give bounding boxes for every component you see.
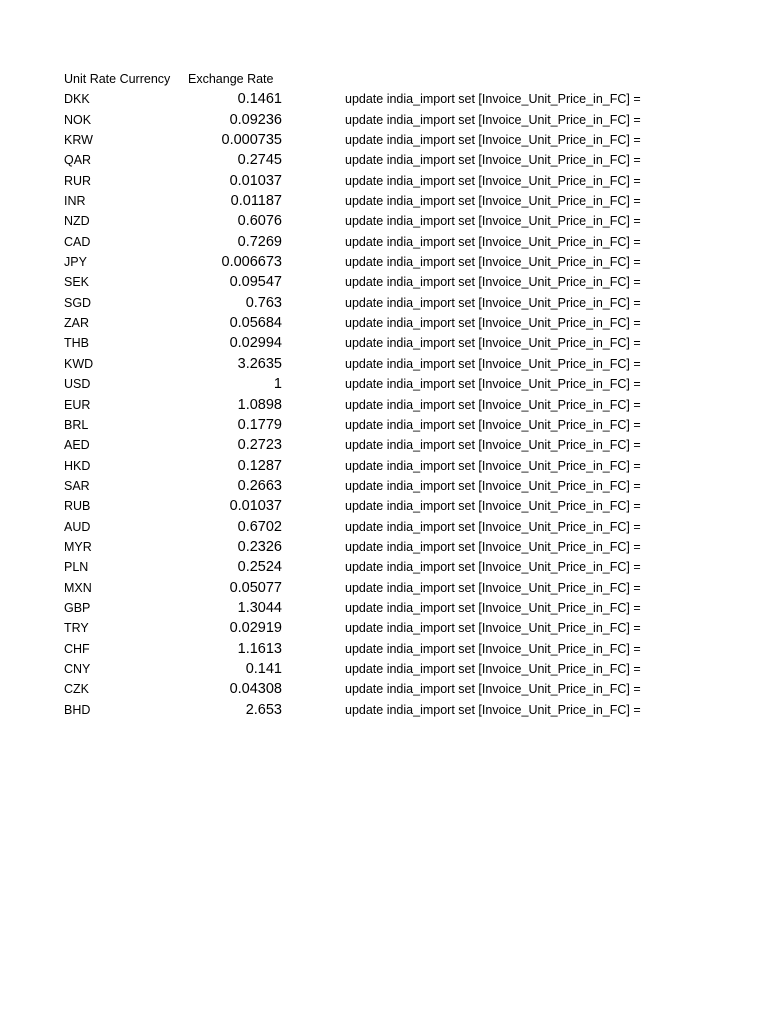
currency-cell: ZAR: [64, 316, 89, 331]
currency-cell: NOK: [64, 112, 92, 127]
table-row: [0, 517, 768, 537]
table-row: [0, 395, 768, 415]
sql-statement-cell: update india_import set [Invoice_Unit_Price_in_FC] =: [345, 234, 641, 249]
table-row: [0, 435, 768, 455]
exchange-rate-cell: 0.02994: [229, 335, 282, 352]
table-body: [0, 89, 768, 720]
table-row: [0, 272, 768, 292]
sql-statement-cell: update india_import set [Invoice_Unit_Price_in_FC] =: [345, 153, 641, 168]
exchange-rate-cell: 0.1287: [237, 457, 282, 474]
table-row: [0, 578, 768, 598]
exchange-rate-cell: 0.2745: [237, 152, 282, 169]
currency-cell: PLN: [64, 560, 89, 575]
exchange-rate-cell: 0.6076: [237, 213, 282, 230]
exchange-rate-cell: 0.763: [245, 294, 282, 311]
table-row: [0, 618, 768, 638]
currency-cell: RUR: [64, 173, 92, 188]
exchange-rate-cell: 0.04308: [229, 681, 282, 698]
currency-cell: THB: [64, 336, 89, 351]
exchange-rate-cell: 3.2635: [237, 355, 282, 372]
table-row: [0, 211, 768, 231]
exchange-rate-cell: 0.09547: [229, 274, 282, 291]
table-row: [0, 89, 768, 109]
table-row: [0, 476, 768, 496]
spreadsheet: [0, 69, 768, 720]
sql-statement-cell: update india_import set [Invoice_Unit_Price_in_FC] =: [345, 194, 641, 209]
sql-statement-cell: update india_import set [Invoice_Unit_Price_in_FC] =: [345, 539, 641, 554]
exchange-rate-cell: 0.7269: [237, 233, 282, 250]
currency-cell: KWD: [64, 356, 94, 371]
currency-cell: DKK: [64, 92, 90, 107]
currency-cell: RUB: [64, 499, 91, 514]
header-unit-rate-currency: Unit Rate Currency: [64, 72, 171, 86]
table-row: [0, 313, 768, 333]
sql-statement-cell: update india_import set [Invoice_Unit_Price_in_FC] =: [345, 499, 641, 514]
exchange-rate-cell: 0.000735: [221, 132, 282, 149]
exchange-rate-cell: 1: [273, 376, 282, 393]
table-row: [0, 374, 768, 394]
currency-cell: BRL: [64, 417, 89, 432]
exchange-rate-cell: 0.01187: [230, 193, 282, 210]
exchange-rate-cell: 0.1779: [237, 416, 282, 433]
currency-cell: KRW: [64, 133, 93, 148]
exchange-rate-cell: 0.05077: [229, 579, 282, 596]
sql-statement-cell: update india_import set [Invoice_Unit_Price_in_FC] =: [345, 519, 641, 534]
exchange-rate-cell: 2.653: [245, 701, 282, 718]
currency-cell: SAR: [64, 478, 90, 493]
table-row: [0, 598, 768, 618]
sql-statement-cell: update india_import set [Invoice_Unit_Price_in_FC] =: [345, 580, 641, 595]
sql-statement-cell: update india_import set [Invoice_Unit_Price_in_FC] =: [345, 255, 641, 270]
table-row: [0, 252, 768, 272]
currency-cell: SEK: [64, 275, 90, 290]
exchange-rate-cell: 0.1461: [237, 91, 282, 108]
exchange-rate-cell: 0.2723: [237, 437, 282, 454]
table-row: [0, 150, 768, 170]
currency-cell: CZK: [64, 682, 89, 697]
exchange-rate-cell: 0.09236: [229, 111, 282, 128]
sql-statement-cell: update india_import set [Invoice_Unit_Price_in_FC] =: [345, 397, 641, 412]
table-row: [0, 171, 768, 191]
currency-cell: GBP: [64, 600, 91, 615]
currency-cell: MYR: [64, 539, 92, 554]
currency-cell: INR: [64, 194, 86, 209]
currency-cell: MXN: [64, 580, 92, 595]
sql-statement-cell: update india_import set [Invoice_Unit_Price_in_FC] =: [345, 621, 641, 636]
exchange-rate-cell: 0.6702: [237, 518, 282, 535]
exchange-rate-cell: 1.3044: [237, 599, 282, 616]
table-row: [0, 293, 768, 313]
sql-statement-cell: update india_import set [Invoice_Unit_Price_in_FC] =: [345, 316, 641, 331]
sql-statement-cell: update india_import set [Invoice_Unit_Price_in_FC] =: [345, 478, 641, 493]
sql-statement-cell: update india_import set [Invoice_Unit_Price_in_FC] =: [345, 641, 641, 656]
exchange-rate-cell: 0.01037: [229, 498, 282, 515]
table-row: [0, 659, 768, 679]
sql-statement-cell: update india_import set [Invoice_Unit_Price_in_FC] =: [345, 682, 641, 697]
sql-statement-cell: update india_import set [Invoice_Unit_Price_in_FC] =: [345, 377, 641, 392]
table-row: [0, 557, 768, 577]
sql-statement-cell: update india_import set [Invoice_Unit_Price_in_FC] =: [345, 173, 641, 188]
table-row: [0, 537, 768, 557]
sql-statement-cell: update india_import set [Invoice_Unit_Price_in_FC] =: [345, 661, 641, 676]
header-exchange-rate: Exchange Rate: [188, 72, 274, 86]
table-row: [0, 679, 768, 699]
exchange-rate-cell: 0.141: [245, 660, 282, 677]
table-row: [0, 415, 768, 435]
sql-statement-cell: update india_import set [Invoice_Unit_Price_in_FC] =: [345, 356, 641, 371]
exchange-rate-cell: 1.1613: [237, 640, 282, 657]
currency-cell: JPY: [64, 255, 87, 270]
exchange-rate-cell: 0.006673: [221, 254, 282, 271]
currency-cell: BHD: [64, 702, 91, 717]
table-row: [0, 130, 768, 150]
sql-statement-cell: update india_import set [Invoice_Unit_Price_in_FC] =: [345, 295, 641, 310]
currency-cell: EUR: [64, 397, 91, 412]
exchange-rate-cell: 0.2663: [237, 477, 282, 494]
currency-cell: CHF: [64, 641, 90, 656]
table-row: [0, 333, 768, 353]
table-row: [0, 232, 768, 252]
exchange-rate-cell: 1.0898: [237, 396, 282, 413]
sql-statement-cell: update india_import set [Invoice_Unit_Price_in_FC] =: [345, 133, 641, 148]
sql-statement-cell: update india_import set [Invoice_Unit_Price_in_FC] =: [345, 560, 641, 575]
sql-statement-cell: update india_import set [Invoice_Unit_Price_in_FC] =: [345, 112, 641, 127]
currency-cell: NZD: [64, 214, 90, 229]
table-row: [0, 700, 768, 720]
currency-cell: HKD: [64, 458, 91, 473]
header-row: [0, 69, 768, 89]
sql-statement-cell: update india_import set [Invoice_Unit_Price_in_FC] =: [345, 438, 641, 453]
table-row: [0, 191, 768, 211]
currency-cell: CNY: [64, 661, 91, 676]
table-row: [0, 639, 768, 659]
currency-cell: CAD: [64, 234, 91, 249]
exchange-rate-cell: 0.01037: [229, 172, 282, 189]
exchange-rate-cell: 0.2326: [237, 538, 282, 555]
currency-cell: USD: [64, 377, 91, 392]
sql-statement-cell: update india_import set [Invoice_Unit_Price_in_FC] =: [345, 417, 641, 432]
sql-statement-cell: update india_import set [Invoice_Unit_Price_in_FC] =: [345, 275, 641, 290]
exchange-rate-cell: 0.05684: [229, 315, 282, 332]
sql-statement-cell: update india_import set [Invoice_Unit_Price_in_FC] =: [345, 600, 641, 615]
table-row: [0, 354, 768, 374]
exchange-rate-cell: 0.02919: [229, 620, 282, 637]
currency-cell: SGD: [64, 295, 92, 310]
currency-cell: AED: [64, 438, 90, 453]
sql-statement-cell: update india_import set [Invoice_Unit_Price_in_FC] =: [345, 458, 641, 473]
sql-statement-cell: update india_import set [Invoice_Unit_Price_in_FC] =: [345, 92, 641, 107]
table-row: [0, 456, 768, 476]
table-row: [0, 496, 768, 516]
currency-cell: TRY: [64, 621, 89, 636]
currency-cell: AUD: [64, 519, 91, 534]
exchange-rate-cell: 0.2524: [237, 559, 282, 576]
table-row: [0, 110, 768, 130]
currency-cell: QAR: [64, 153, 92, 168]
sql-statement-cell: update india_import set [Invoice_Unit_Price_in_FC] =: [345, 214, 641, 229]
sql-statement-cell: update india_import set [Invoice_Unit_Price_in_FC] =: [345, 336, 641, 351]
sql-statement-cell: update india_import set [Invoice_Unit_Price_in_FC] =: [345, 702, 641, 717]
